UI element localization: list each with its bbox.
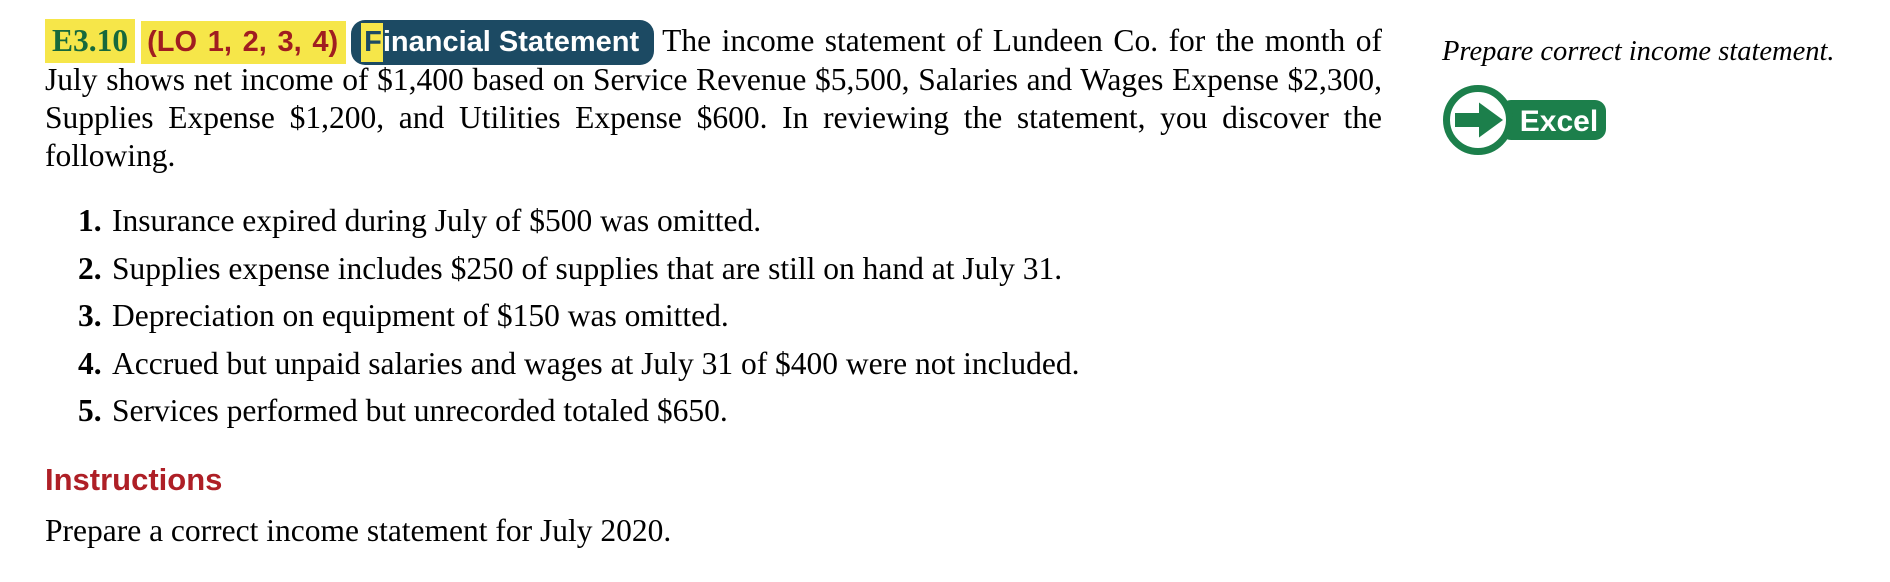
exercise-number: E3.10 [45,19,135,63]
excel-badge[interactable] [1442,84,1612,156]
instructions-heading: Instructions [45,462,223,497]
margin-column [1442,36,1882,156]
arrow-right-icon [1447,89,1510,152]
badge-label-rest: inancial Statement [382,26,640,58]
financial-statement-badge [351,20,654,65]
list-item-text: Depreciation on equipment of $150 was omitted. [112,298,729,333]
badge-highlighted-letter: F [361,23,383,62]
list-item-number: 4. [78,345,102,381]
excel-label: Excel [1519,105,1599,138]
findings-list [45,202,1382,430]
list-item [45,297,1382,335]
list-item-number: 2. [78,250,102,286]
list-item-number: 5. [78,393,102,428]
exercise-intro-paragraph [45,22,1382,175]
list-item [45,392,1382,430]
list-item-number: 1. [78,203,102,238]
instructions-text: Prepare a correct income statement for July 2020. [45,513,672,548]
intro-text: The income statement of Lundeen Co. for the month of July shows net income of $1,400 based on Service Revenue $5,500, Salaries and Wages Expense $2,300, Supplies Expense $1,200, and Utilities Expense $600. In reviewing the statement, you discover the following. [45,23,1383,173]
list-item [45,345,1382,383]
margin-note: Prepare correct income statement. [1442,36,1835,67]
learning-objectives: (LO 1, 2, 3, 4) [141,21,346,64]
list-item-text: Accrued but unpaid salaries and wages at July 31 of $400 were not included. [112,345,1080,381]
list-item-text: Supplies expense includes $250 of supplies that are still on hand at July 31. [112,250,1063,286]
list-item-text: Services performed but unrecorded totaled $650. [112,393,728,428]
list-item [45,250,1382,288]
list-item-text: Insurance expired during July of $500 was omitted. [112,203,762,238]
exercise-body [45,22,1382,550]
list-item-number: 3. [78,298,102,333]
list-item [45,202,1382,240]
